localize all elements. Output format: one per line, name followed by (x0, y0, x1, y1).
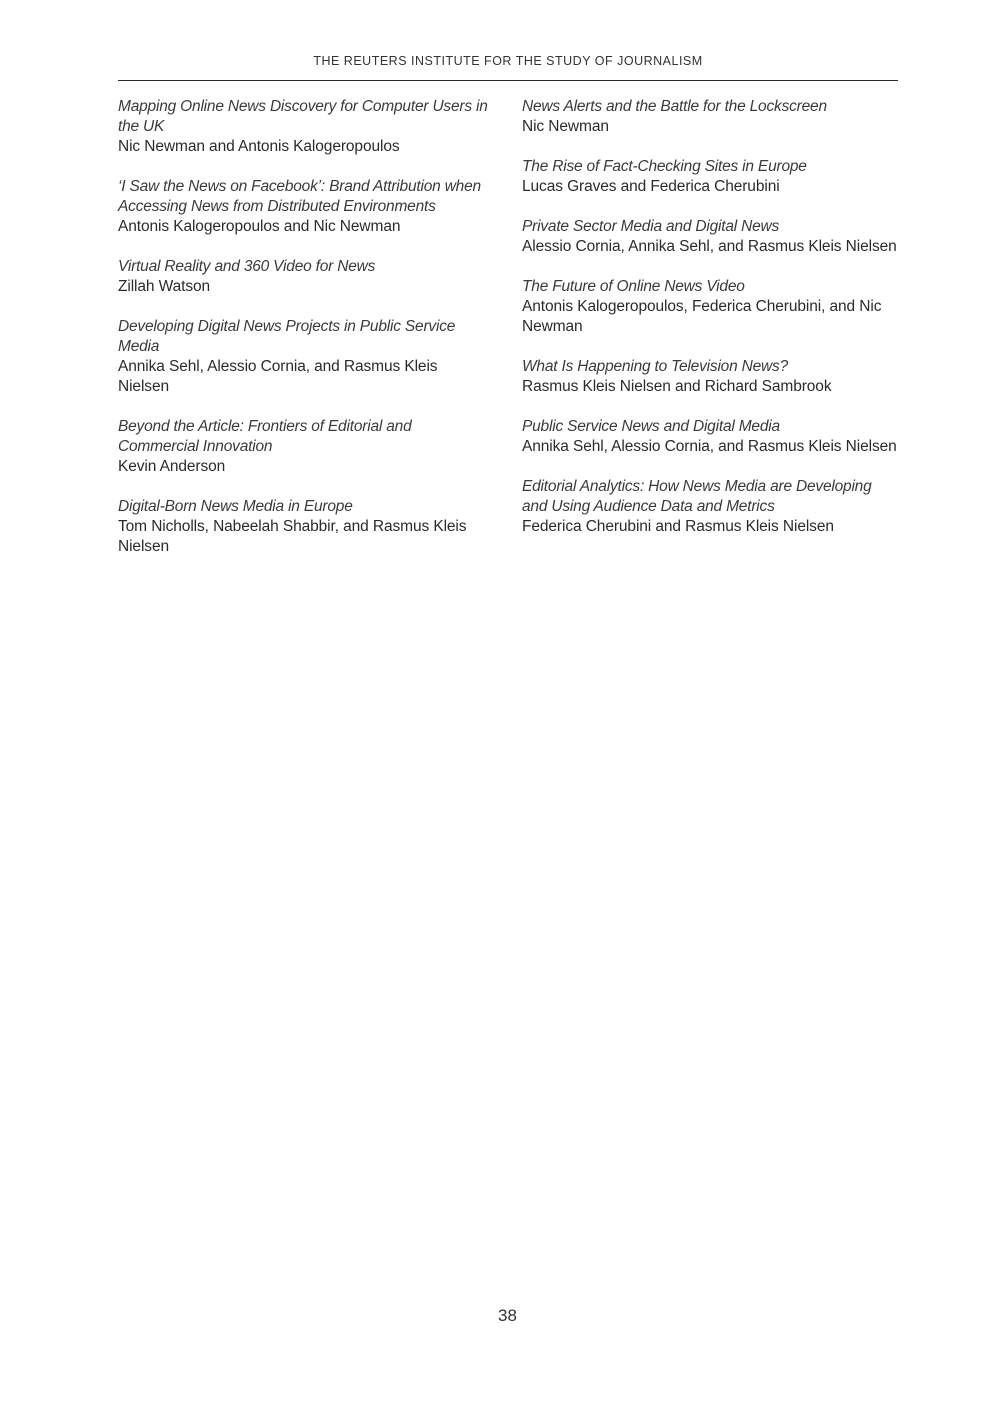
publication-authors: Lucas Graves and Federica Cherubini (522, 178, 780, 195)
publication-authors: Tom Nicholls, Nabeelah Shabbir, and Rasmus Kleis Nielsen (118, 518, 467, 555)
publication-entry (522, 157, 898, 197)
publication-title: Public Service News and Digital Media (522, 418, 780, 435)
running-header: THE REUTERS INSTITUTE FOR THE STUDY OF JOURNALISM (313, 54, 703, 68)
publication-title: Mapping Online News Discovery for Computer Users in the UK (118, 98, 488, 135)
publication-title: Private Sector Media and Digital News (522, 218, 780, 235)
publication-title: The Future of Online News Video (522, 278, 745, 295)
publication-authors: Federica Cherubini and Rasmus Kleis Nielsen (522, 518, 834, 535)
publication-authors: Nic Newman and Antonis Kalogeropoulos (118, 138, 400, 155)
publication-entry (118, 257, 488, 297)
publication-title: Developing Digital News Projects in Public Service Media (118, 318, 456, 355)
publication-authors: Antonis Kalogeropoulos and Nic Newman (118, 218, 401, 235)
publication-list-right (522, 97, 898, 557)
publication-title: What Is Happening to Television News? (522, 358, 789, 375)
publication-authors: Annika Sehl, Alessio Cornia, and Rasmus Kleis Nielsen (118, 358, 438, 395)
publication-entry (522, 477, 898, 537)
publication-title: Virtual Reality and 360 Video for News (118, 258, 376, 275)
page-number: 38 (498, 1306, 517, 1325)
publication-authors: Nic Newman (522, 118, 609, 135)
publication-title: The Rise of Fact-Checking Sites in Europe (522, 158, 807, 175)
publication-entry (522, 97, 898, 137)
publication-entry (118, 97, 488, 157)
publication-entry (118, 317, 488, 397)
publication-authors: Kevin Anderson (118, 458, 226, 475)
publication-title: Editorial Analytics: How News Media are Developing and Using Audience Data and Metrics (522, 478, 872, 515)
publication-title: News Alerts and the Battle for the Lockscreen (522, 98, 827, 115)
publication-authors: Alessio Cornia, Annika Sehl, and Rasmus Kleis Nielsen (522, 238, 897, 255)
publication-title: ‘I Saw the News on Facebook’: Brand Attribution when Accessing News from Distributed Environments (118, 178, 481, 215)
publication-title: Beyond the Article: Frontiers of Editorial and Commercial Innovation (118, 418, 412, 455)
header-divider (118, 80, 898, 81)
publication-authors: Annika Sehl, Alessio Cornia, and Rasmus Kleis Nielsen (522, 438, 897, 455)
publication-entry (522, 217, 898, 257)
publication-authors: Zillah Watson (118, 278, 211, 295)
publication-entry (118, 177, 488, 237)
publication-entry (118, 417, 488, 477)
publication-entry (118, 497, 488, 557)
publication-entry (522, 277, 898, 337)
publication-authors: Rasmus Kleis Nielsen and Richard Sambrook (522, 378, 832, 395)
publication-entry (522, 357, 898, 397)
publication-authors: Antonis Kalogeropoulos, Federica Cherubini, and Nic Newman (522, 298, 882, 335)
publication-list-left (118, 97, 488, 577)
publication-title: Digital-Born News Media in Europe (118, 498, 353, 515)
publication-entry (522, 417, 898, 457)
